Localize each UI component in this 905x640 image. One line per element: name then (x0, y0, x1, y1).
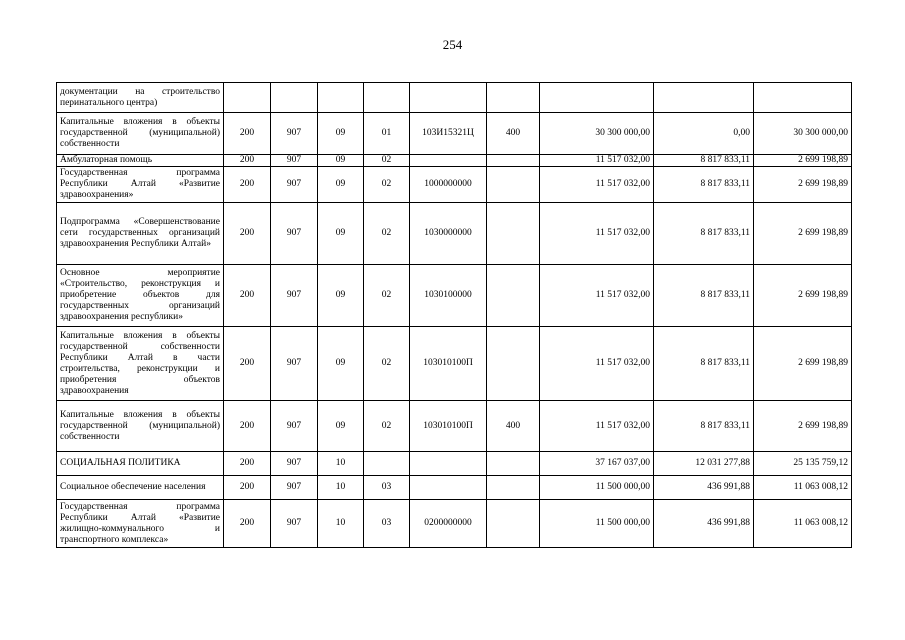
section-code: 10 (318, 476, 364, 500)
table-row (57, 452, 852, 476)
section-code: 09 (318, 167, 364, 203)
amount-remaining: 30 300 000,00 (754, 113, 852, 155)
table-row (57, 327, 852, 401)
amount-planned: 11 500 000,00 (540, 500, 654, 548)
table-row (57, 155, 852, 167)
section-code: 09 (318, 113, 364, 155)
ministry-code: 907 (271, 113, 318, 155)
subsection-code: 02 (364, 167, 410, 203)
admin-code: 200 (224, 401, 271, 452)
target-article-code: 1030100000 (410, 265, 487, 327)
amount-planned: 11 517 032,00 (540, 155, 654, 167)
amount-executed: 436 991,88 (654, 500, 754, 548)
section-code: 10 (318, 452, 364, 476)
expense-type-code (487, 83, 540, 113)
admin-code (224, 83, 271, 113)
admin-code: 200 (224, 113, 271, 155)
amount-executed: 8 817 833,11 (654, 203, 754, 265)
page-number: 254 (442, 37, 463, 52)
table-row (57, 83, 852, 113)
subsection-code: 02 (364, 265, 410, 327)
amount-remaining: 2 699 198,89 (754, 327, 852, 401)
row-name: документации на строительство перинатального центра) (57, 83, 224, 113)
subsection-code (364, 83, 410, 113)
section-code: 09 (318, 265, 364, 327)
admin-code: 200 (224, 155, 271, 167)
table-row (57, 401, 852, 452)
subsection-code (364, 452, 410, 476)
section-code (318, 83, 364, 113)
admin-code: 200 (224, 167, 271, 203)
amount-remaining (754, 83, 852, 113)
row-name: Амбулаторная помощь (57, 155, 224, 167)
amount-planned (540, 83, 654, 113)
amount-executed: 8 817 833,11 (654, 155, 754, 167)
ministry-code: 907 (271, 167, 318, 203)
row-name: Государственная программа Республики Алтай «Развитие здравоохранения» (57, 167, 224, 203)
amount-planned: 11 517 032,00 (540, 167, 654, 203)
expense-type-code (487, 452, 540, 476)
table-body (57, 83, 852, 548)
table-row (57, 265, 852, 327)
amount-remaining: 25 135 759,12 (754, 452, 852, 476)
amount-planned: 11 500 000,00 (540, 476, 654, 500)
table-row (57, 476, 852, 500)
table-row (57, 167, 852, 203)
amount-executed: 0,00 (654, 113, 754, 155)
expense-type-code (487, 167, 540, 203)
expense-type-code: 400 (487, 401, 540, 452)
subsection-code: 02 (364, 327, 410, 401)
amount-remaining: 2 699 198,89 (754, 155, 852, 167)
amount-planned: 11 517 032,00 (540, 327, 654, 401)
row-name: Капитальные вложения в объекты государственной (муниципальной) собственности (57, 113, 224, 155)
ministry-code: 907 (271, 401, 318, 452)
row-name: Капитальные вложения в объекты государственной собственности Республики Алтай в части строительства, реконструкции и приобретения объектов здравоохранения (57, 327, 224, 401)
table-row (57, 203, 852, 265)
amount-remaining: 2 699 198,89 (754, 167, 852, 203)
target-article-code: 103010100П (410, 327, 487, 401)
expense-type-code (487, 500, 540, 548)
section-code: 10 (318, 500, 364, 548)
target-article-code (410, 83, 487, 113)
amount-executed: 436 991,88 (654, 476, 754, 500)
target-article-code: 103010100П (410, 401, 487, 452)
target-article-code: 103И15321Ц (410, 113, 487, 155)
expense-type-code: 400 (487, 113, 540, 155)
subsection-code: 02 (364, 155, 410, 167)
row-name: Подпрограмма «Совершенствование сети государственных организаций здравоохранения Республики Алтай» (57, 203, 224, 265)
expense-type-code (487, 327, 540, 401)
amount-planned: 11 517 032,00 (540, 265, 654, 327)
section-code: 09 (318, 203, 364, 265)
amount-planned: 30 300 000,00 (540, 113, 654, 155)
ministry-code: 907 (271, 476, 318, 500)
section-code: 09 (318, 155, 364, 167)
section-code: 09 (318, 401, 364, 452)
expense-type-code (487, 155, 540, 167)
amount-remaining: 2 699 198,89 (754, 401, 852, 452)
amount-executed: 8 817 833,11 (654, 167, 754, 203)
admin-code: 200 (224, 203, 271, 265)
amount-planned: 11 517 032,00 (540, 401, 654, 452)
ministry-code: 907 (271, 265, 318, 327)
ministry-code: 907 (271, 155, 318, 167)
table-row (57, 113, 852, 155)
ministry-code: 907 (271, 500, 318, 548)
ministry-code: 907 (271, 327, 318, 401)
expense-type-code (487, 265, 540, 327)
ministry-code: 907 (271, 203, 318, 265)
amount-remaining: 2 699 198,89 (754, 265, 852, 327)
ministry-code (271, 83, 318, 113)
subsection-code: 03 (364, 500, 410, 548)
amount-remaining: 2 699 198,89 (754, 203, 852, 265)
amount-remaining: 11 063 008,12 (754, 476, 852, 500)
subsection-code: 02 (364, 203, 410, 265)
table-row (57, 500, 852, 548)
row-name: Социальное обеспечение населения (57, 476, 224, 500)
amount-planned: 11 517 032,00 (540, 203, 654, 265)
expense-type-code (487, 203, 540, 265)
expense-type-code (487, 476, 540, 500)
subsection-code: 02 (364, 401, 410, 452)
admin-code: 200 (224, 500, 271, 548)
admin-code: 200 (224, 327, 271, 401)
section-code: 09 (318, 327, 364, 401)
target-article-code: 1030000000 (410, 203, 487, 265)
target-article-code (410, 476, 487, 500)
target-article-code (410, 155, 487, 167)
budget-table (56, 82, 852, 548)
target-article-code (410, 452, 487, 476)
ministry-code: 907 (271, 452, 318, 476)
row-name: СОЦИАЛЬНАЯ ПОЛИТИКА (57, 452, 224, 476)
row-name: Капитальные вложения в объекты государственной (муниципальной) собственности (57, 401, 224, 452)
amount-executed (654, 83, 754, 113)
subsection-code: 03 (364, 476, 410, 500)
admin-code: 200 (224, 476, 271, 500)
amount-remaining: 11 063 008,12 (754, 500, 852, 548)
amount-executed: 8 817 833,11 (654, 401, 754, 452)
admin-code: 200 (224, 265, 271, 327)
admin-code: 200 (224, 452, 271, 476)
subsection-code: 01 (364, 113, 410, 155)
target-article-code: 0200000000 (410, 500, 487, 548)
amount-executed: 12 031 277,88 (654, 452, 754, 476)
row-name: Основное мероприятие «Строительство, реконструкция и приобретение объектов для государственных организаций здравоохранения республики» (57, 265, 224, 327)
amount-planned: 37 167 037,00 (540, 452, 654, 476)
target-article-code: 1000000000 (410, 167, 487, 203)
row-name: Государственная программа Республики Алтай «Развитие жилищно-коммунального и транспортного комплекса» (57, 500, 224, 548)
amount-executed: 8 817 833,11 (654, 265, 754, 327)
amount-executed: 8 817 833,11 (654, 327, 754, 401)
